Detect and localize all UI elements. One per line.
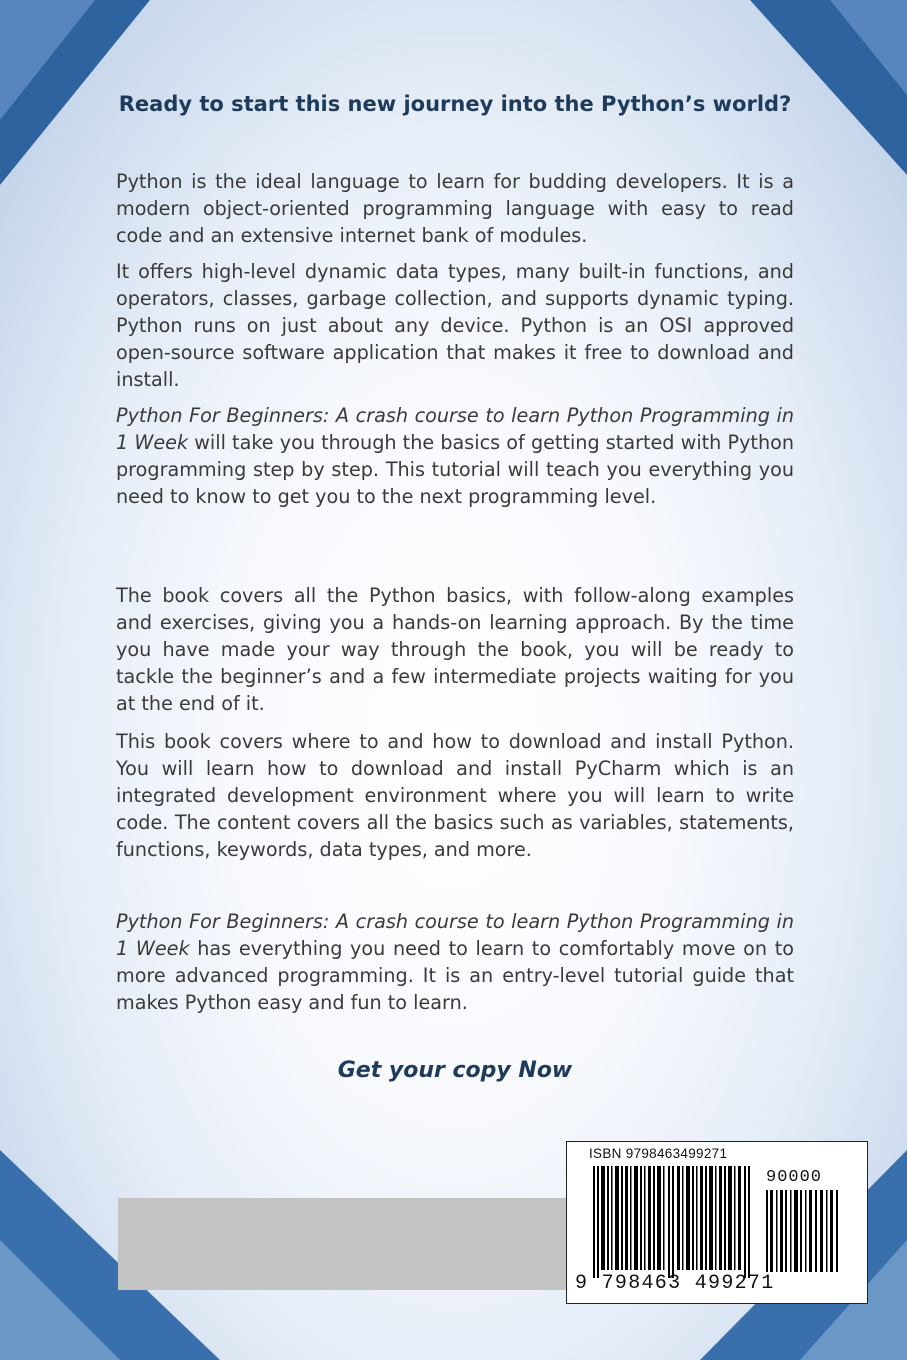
paragraph-6 <box>116 908 794 1016</box>
book-title-italic: Python For Beginners: A crash course to learn Python Programming in 1 Week <box>116 404 794 454</box>
grey-band <box>118 1198 578 1290</box>
isbn-barcode <box>566 1141 868 1304</box>
paragraph-3 <box>116 402 794 510</box>
call-to-action: Get your copy Now <box>337 1058 573 1083</box>
isbn-label: ISBN 9798463499271 <box>589 1146 728 1161</box>
book-title-italic: Python For Beginners: A crash course to learn Python Programming in 1 Week <box>116 910 794 960</box>
ean-barcode-bars <box>589 1166 754 1278</box>
price-addon-bars <box>766 1190 842 1272</box>
paragraph-2: It offers high-level dynamic data types, many built-in functions, and operators, classes, garbage collection, and supports dynamic typing. Python runs on just about any device. Python is an OSI approved open-source software application that makes it free to download and install. <box>116 260 794 391</box>
paragraph-6-text: has everything you need to learn to comfortably move on to more advanced programming. It is an entry-level tutorial guide that makes Python easy and fun to learn. <box>116 937 795 1014</box>
paragraph-3-text: will take you through the basics of getting started with Python programming step by step. This tutorial will teach you everything you need to know to get you to the next programming level. <box>116 431 795 508</box>
paragraph-1: Python is the ideal language to learn for budding developers. It is a modern object-oriented programming language with easy to read code and an extensive internet bank of modules. <box>116 170 794 247</box>
price-code: 90000 <box>766 1168 823 1187</box>
paragraph-5: This book covers where to and how to download and install Python. You will learn how to download and install PyCharm which is an integrated development environment where you will learn to write code. The content covers all the basics such as variables, statements, functions, keywords, data types, and more. <box>116 730 794 861</box>
paragraph-4: The book covers all the Python basics, with follow-along examples and exercises, giving you a hands-on learning approach. By the time you have made your way through the book, you will be ready to tackle the beginner’s and a few intermediate projects waiting for you at the end of it. <box>116 584 794 715</box>
headline: Ready to start this new journey into the Python’s world? <box>118 92 792 116</box>
barcode-digits: 9 798463 499271 <box>575 1272 775 1295</box>
